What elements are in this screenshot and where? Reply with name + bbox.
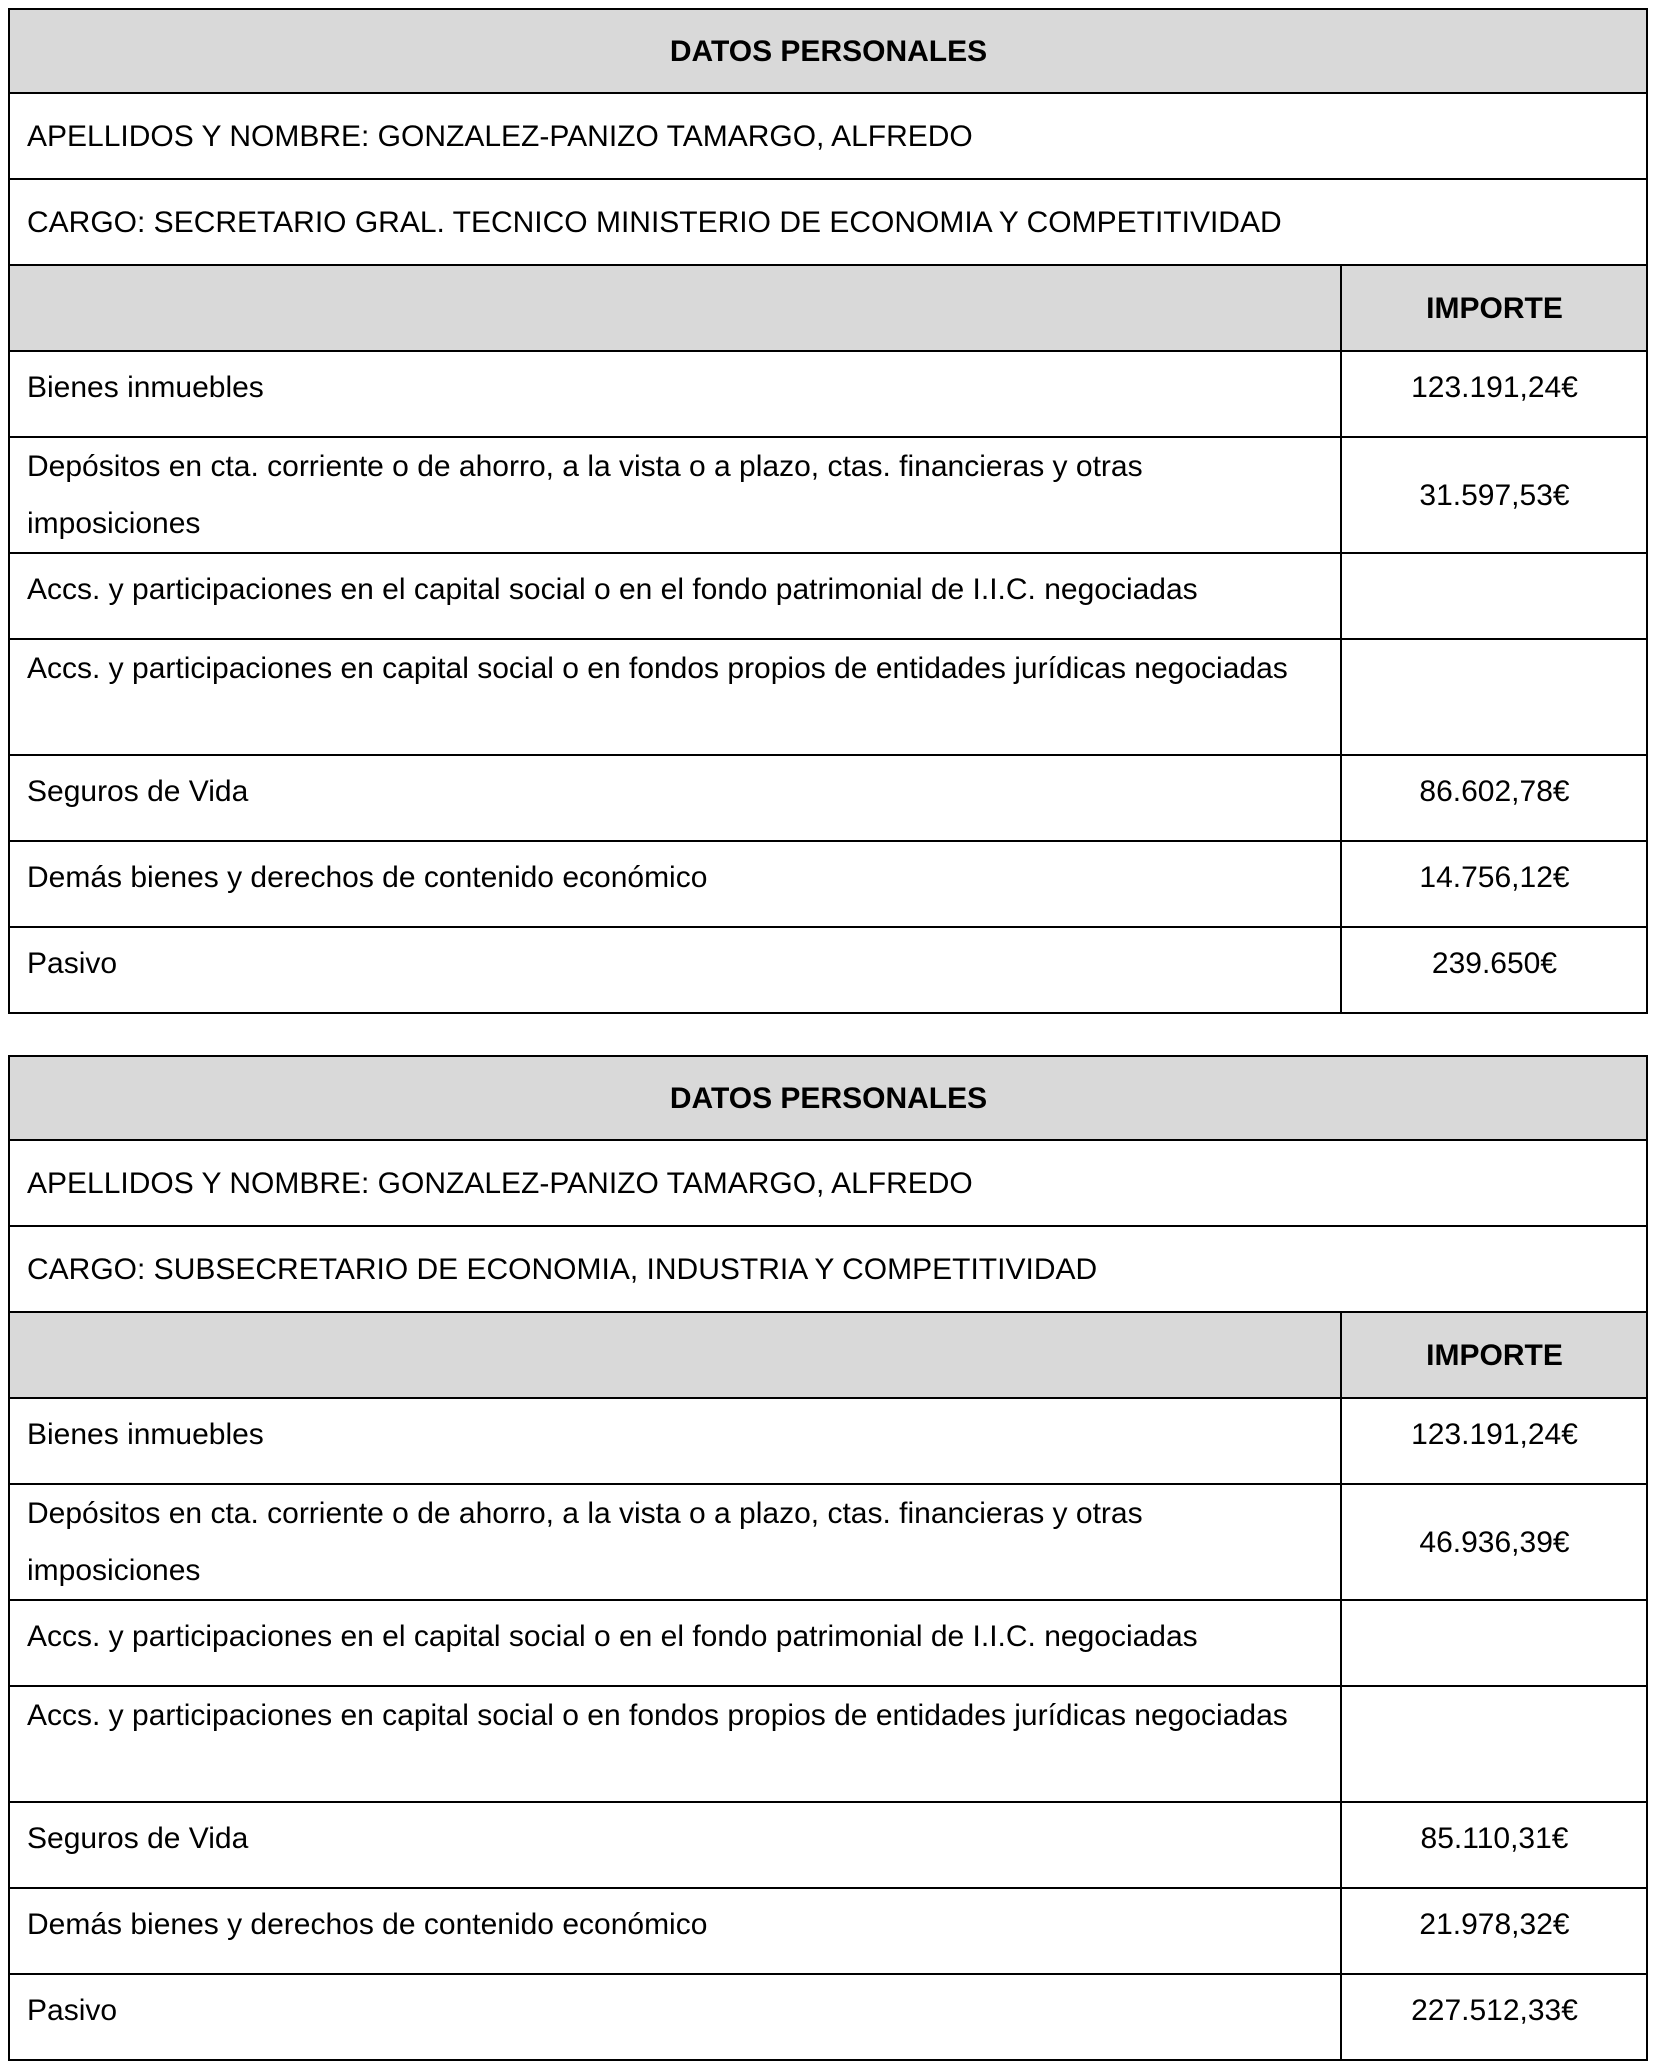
row-label: Seguros de Vida: [9, 1802, 1341, 1888]
table-title-row: [9, 1056, 1647, 1140]
table-row: [9, 437, 1647, 553]
header-blank-cell: [9, 1312, 1341, 1398]
table-row: [9, 639, 1647, 755]
row-amount: 31.597,53€: [1341, 437, 1647, 553]
column-header-row: [9, 1312, 1647, 1398]
declaration-table-1: [8, 8, 1648, 1014]
row-label: Demás bienes y derechos de contenido económico: [9, 841, 1341, 927]
table-row: [9, 1802, 1647, 1888]
declaration-table-2: [8, 1055, 1648, 2061]
row-label: Accs. y participaciones en el capital social o en el fondo patrimonial de I.I.C. negociadas: [9, 1600, 1341, 1686]
header-blank-cell: [9, 265, 1341, 351]
row-amount: [1341, 1686, 1647, 1802]
row-label: Accs. y participaciones en capital social o en fondos propios de entidades jurídicas negociadas: [9, 1686, 1341, 1802]
name-row: [9, 1140, 1647, 1226]
column-header-row: [9, 265, 1647, 351]
table-row: [9, 927, 1647, 1013]
row-label: Accs. y participaciones en capital social o en fondos propios de entidades jurídicas negociadas: [9, 639, 1341, 755]
row-amount: 21.978,32€: [1341, 1888, 1647, 1974]
row-amount: 86.602,78€: [1341, 755, 1647, 841]
table-row: [9, 1398, 1647, 1484]
row-amount: 123.191,24€: [1341, 351, 1647, 437]
table-row: [9, 351, 1647, 437]
row-label: Pasivo: [9, 1974, 1341, 2060]
row-label: Pasivo: [9, 927, 1341, 1013]
row-amount: 123.191,24€: [1341, 1398, 1647, 1484]
row-label: Depósitos en cta. corriente o de ahorro, a la vista o a plazo, ctas. financieras y otras imposiciones: [9, 437, 1341, 553]
table-row: [9, 553, 1647, 639]
table-row: [9, 755, 1647, 841]
row-label: Bienes inmuebles: [9, 1398, 1341, 1484]
person-position: CARGO: SECRETARIO GRAL. TECNICO MINISTERIO DE ECONOMIA Y COMPETITIVIDAD: [9, 179, 1647, 265]
row-amount: [1341, 1600, 1647, 1686]
table-title-row: [9, 9, 1647, 93]
person-name: APELLIDOS Y NOMBRE: GONZALEZ-PANIZO TAMARGO, ALFREDO: [9, 93, 1647, 179]
person-name: APELLIDOS Y NOMBRE: GONZALEZ-PANIZO TAMARGO, ALFREDO: [9, 1140, 1647, 1226]
table-row: [9, 1888, 1647, 1974]
person-position: CARGO: SUBSECRETARIO DE ECONOMIA, INDUSTRIA Y COMPETITIVIDAD: [9, 1226, 1647, 1312]
row-amount: 46.936,39€: [1341, 1484, 1647, 1600]
row-label: Demás bienes y derechos de contenido económico: [9, 1888, 1341, 1974]
cargo-row: [9, 179, 1647, 265]
amount-column-header: IMPORTE: [1341, 1312, 1647, 1398]
table-row: [9, 1974, 1647, 2060]
name-row: [9, 93, 1647, 179]
row-label: Accs. y participaciones en el capital social o en el fondo patrimonial de I.I.C. negociadas: [9, 553, 1341, 639]
row-amount: [1341, 553, 1647, 639]
row-label: Bienes inmuebles: [9, 351, 1341, 437]
row-amount: 85.110,31€: [1341, 1802, 1647, 1888]
table-row: [9, 1686, 1647, 1802]
cargo-row: [9, 1226, 1647, 1312]
row-amount: 239.650€: [1341, 927, 1647, 1013]
table-title: DATOS PERSONALES: [9, 1056, 1647, 1140]
table-row: [9, 1484, 1647, 1600]
row-amount: [1341, 639, 1647, 755]
amount-column-header: IMPORTE: [1341, 265, 1647, 351]
table-title: DATOS PERSONALES: [9, 9, 1647, 93]
table-row: [9, 841, 1647, 927]
row-amount: 227.512,33€: [1341, 1974, 1647, 2060]
row-amount: 14.756,12€: [1341, 841, 1647, 927]
table-row: [9, 1600, 1647, 1686]
row-label: Depósitos en cta. corriente o de ahorro, a la vista o a plazo, ctas. financieras y otras imposiciones: [9, 1484, 1341, 1600]
row-label: Seguros de Vida: [9, 755, 1341, 841]
